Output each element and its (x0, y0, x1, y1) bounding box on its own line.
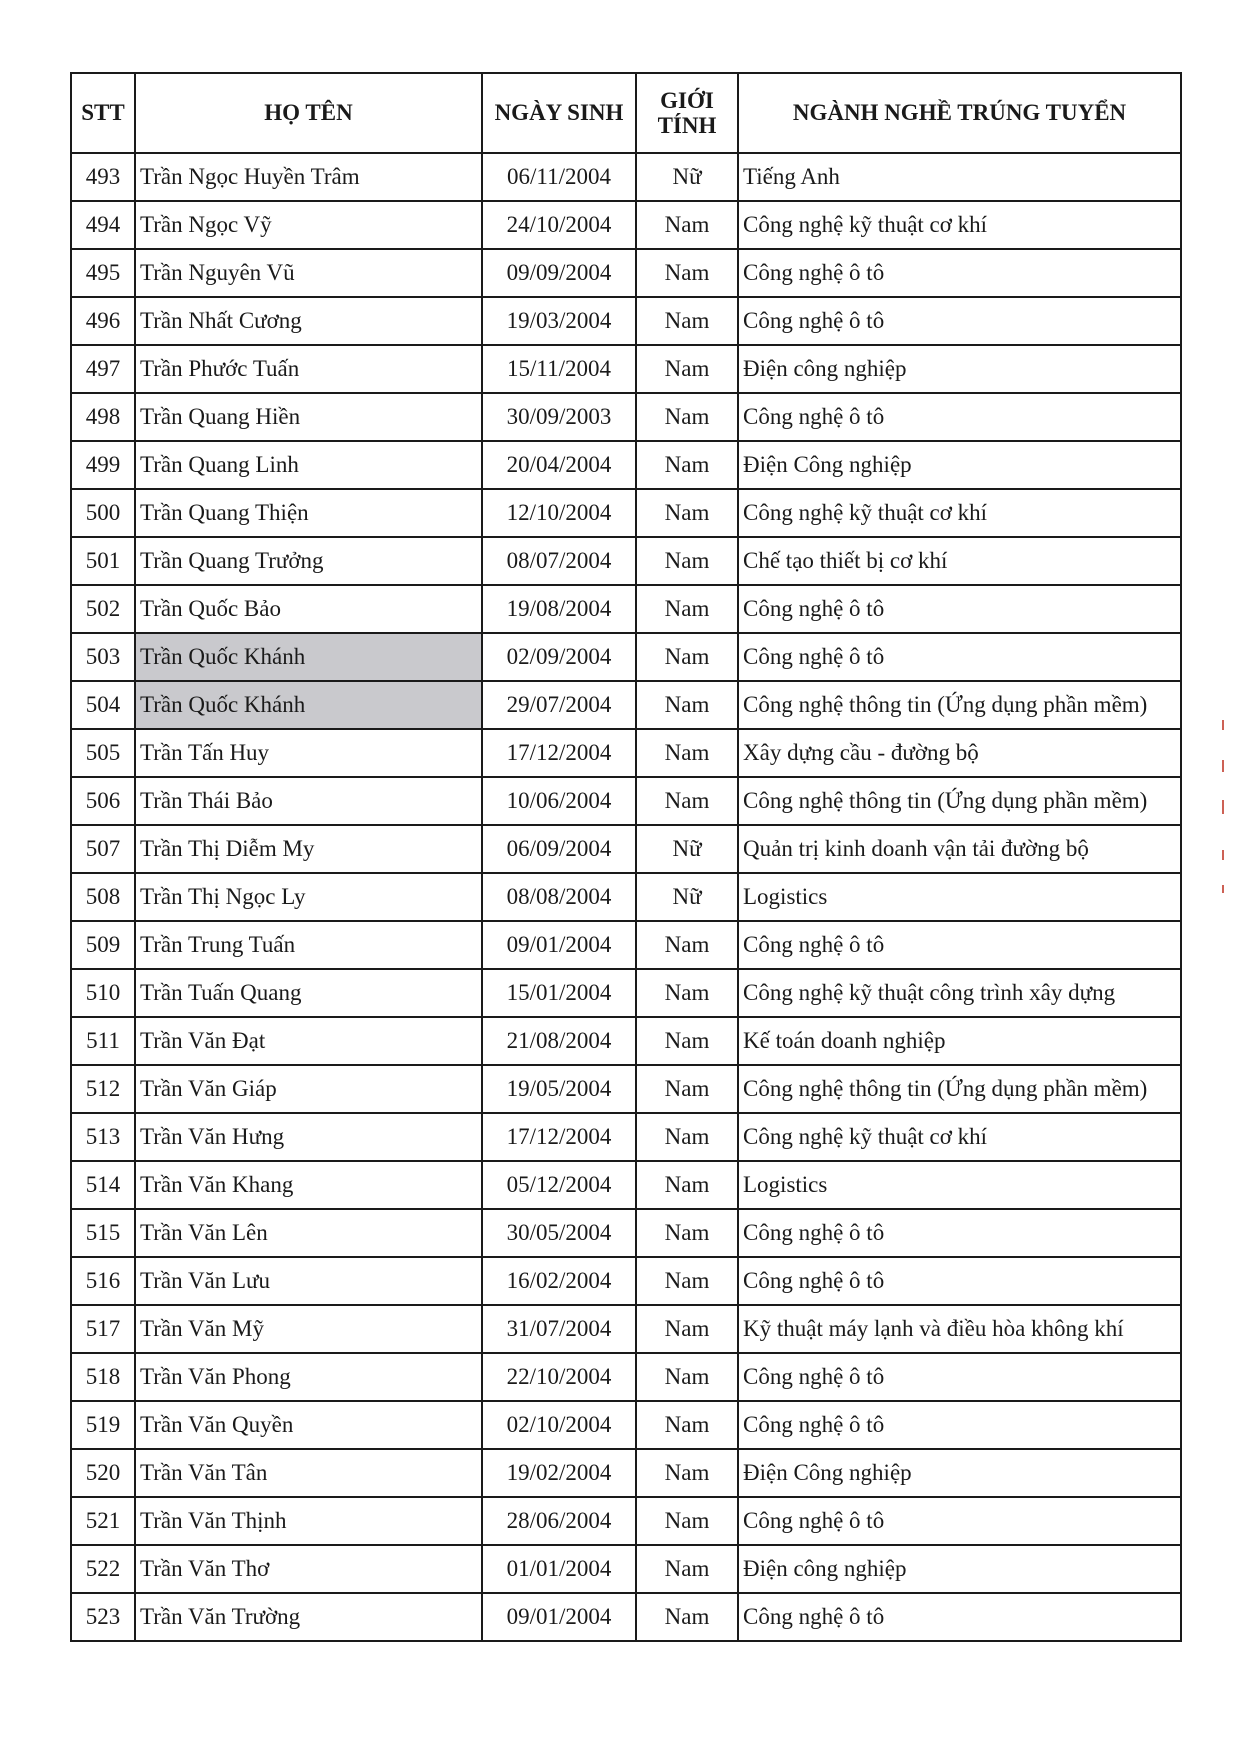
row-major: Điện Công nghiệp (738, 1449, 1181, 1497)
row-dob: 02/09/2004 (482, 633, 636, 681)
table-row (71, 345, 1181, 393)
row-stt: 512 (71, 1065, 135, 1113)
row-major: Công nghệ thông tin (Ứng dụng phần mềm) (738, 777, 1181, 825)
row-sex: Nữ (636, 825, 738, 873)
table-row (71, 441, 1181, 489)
row-dob: 24/10/2004 (482, 201, 636, 249)
row-stt: 518 (71, 1353, 135, 1401)
row-sex: Nam (636, 1305, 738, 1353)
table-row (71, 1401, 1181, 1449)
row-sex: Nam (636, 1401, 738, 1449)
row-major: Công nghệ kỹ thuật công trình xây dựng (738, 969, 1181, 1017)
table-row (71, 297, 1181, 345)
row-dob: 17/12/2004 (482, 1113, 636, 1161)
row-dob: 01/01/2004 (482, 1545, 636, 1593)
row-sex: Nam (636, 1545, 738, 1593)
row-stt: 504 (71, 681, 135, 729)
row-sex: Nam (636, 633, 738, 681)
row-stt: 519 (71, 1401, 135, 1449)
row-sex: Nam (636, 537, 738, 585)
header-sex-line1: GIỚI (660, 87, 714, 113)
row-stt: 514 (71, 1161, 135, 1209)
row-dob: 16/02/2004 (482, 1257, 636, 1305)
row-major: Công nghệ ô tô (738, 1257, 1181, 1305)
row-name: Trần Văn Hưng (135, 1113, 482, 1161)
header-major: NGÀNH NGHỀ TRÚNG TUYỂN (738, 73, 1181, 153)
row-major: Công nghệ ô tô (738, 921, 1181, 969)
table-row (71, 729, 1181, 777)
row-name: Trần Văn Phong (135, 1353, 482, 1401)
table-row (71, 825, 1181, 873)
row-stt: 499 (71, 441, 135, 489)
row-dob: 06/09/2004 (482, 825, 636, 873)
scan-edge-mark (1222, 885, 1224, 893)
row-dob: 20/04/2004 (482, 441, 636, 489)
table-row (71, 1065, 1181, 1113)
row-sex: Nam (636, 345, 738, 393)
row-major: Công nghệ ô tô (738, 1497, 1181, 1545)
row-name: Trần Văn Thịnh (135, 1497, 482, 1545)
row-sex: Nam (636, 441, 738, 489)
table-row (71, 921, 1181, 969)
row-name: Trần Văn Quyền (135, 1401, 482, 1449)
row-sex: Nam (636, 1353, 738, 1401)
scan-edge-mark (1222, 800, 1224, 814)
row-name: Trần Quang Hiền (135, 393, 482, 441)
row-sex: Nam (636, 393, 738, 441)
row-dob: 15/11/2004 (482, 345, 636, 393)
header-row (71, 73, 1181, 153)
row-name: Trần Quang Linh (135, 441, 482, 489)
row-sex: Nam (636, 729, 738, 777)
table-row (71, 393, 1181, 441)
row-major: Logistics (738, 1161, 1181, 1209)
row-major: Công nghệ ô tô (738, 1353, 1181, 1401)
table-row (71, 537, 1181, 585)
table-row (71, 201, 1181, 249)
row-name: Trần Văn Giáp (135, 1065, 482, 1113)
row-sex: Nam (636, 1113, 738, 1161)
row-name: Trần Quốc Khánh (135, 681, 482, 729)
row-name: Trần Ngọc Vỹ (135, 201, 482, 249)
row-stt: 501 (71, 537, 135, 585)
row-stt: 509 (71, 921, 135, 969)
row-major: Công nghệ ô tô (738, 393, 1181, 441)
table-row (71, 249, 1181, 297)
table-header (71, 73, 1181, 153)
row-dob: 10/06/2004 (482, 777, 636, 825)
table-row (71, 1545, 1181, 1593)
row-stt: 508 (71, 873, 135, 921)
table-row (71, 1257, 1181, 1305)
row-name: Trần Văn Đạt (135, 1017, 482, 1065)
row-sex: Nam (636, 921, 738, 969)
row-stt: 510 (71, 969, 135, 1017)
table-row (71, 1449, 1181, 1497)
row-name: Trần Nhất Cương (135, 297, 482, 345)
table-row (71, 633, 1181, 681)
row-sex: Nam (636, 777, 738, 825)
row-name: Trần Thái Bảo (135, 777, 482, 825)
table-row (71, 1593, 1181, 1641)
scan-edge-mark (1222, 850, 1224, 860)
header-dob: NGÀY SINH (482, 73, 636, 153)
row-major: Công nghệ thông tin (Ứng dụng phần mềm) (738, 681, 1181, 729)
table-row (71, 681, 1181, 729)
row-dob: 08/07/2004 (482, 537, 636, 585)
row-name: Trần Quốc Bảo (135, 585, 482, 633)
row-stt: 507 (71, 825, 135, 873)
row-stt: 523 (71, 1593, 135, 1641)
row-major: Điện công nghiệp (738, 1545, 1181, 1593)
row-major: Công nghệ kỹ thuật cơ khí (738, 489, 1181, 537)
row-stt: 520 (71, 1449, 135, 1497)
row-stt: 506 (71, 777, 135, 825)
row-stt: 521 (71, 1497, 135, 1545)
row-name: Trần Văn Lưu (135, 1257, 482, 1305)
table-row (71, 1209, 1181, 1257)
row-stt: 522 (71, 1545, 135, 1593)
table-row (71, 153, 1181, 201)
row-name: Trần Tuấn Quang (135, 969, 482, 1017)
row-dob: 09/01/2004 (482, 921, 636, 969)
table-row (71, 969, 1181, 1017)
row-stt: 493 (71, 153, 135, 201)
row-dob: 29/07/2004 (482, 681, 636, 729)
row-major: Kế toán doanh nghiệp (738, 1017, 1181, 1065)
row-stt: 498 (71, 393, 135, 441)
row-major: Công nghệ kỹ thuật cơ khí (738, 1113, 1181, 1161)
row-stt: 500 (71, 489, 135, 537)
table-row (71, 1353, 1181, 1401)
row-name: Trần Nguyên Vũ (135, 249, 482, 297)
row-major: Điện Công nghiệp (738, 441, 1181, 489)
row-dob: 19/02/2004 (482, 1449, 636, 1497)
row-major: Điện công nghiệp (738, 345, 1181, 393)
row-sex: Nữ (636, 153, 738, 201)
row-major: Công nghệ kỹ thuật cơ khí (738, 201, 1181, 249)
row-dob: 08/08/2004 (482, 873, 636, 921)
row-sex: Nam (636, 1017, 738, 1065)
row-major: Chế tạo thiết bị cơ khí (738, 537, 1181, 585)
row-name: Trần Văn Trường (135, 1593, 482, 1641)
row-dob: 09/09/2004 (482, 249, 636, 297)
row-dob: 19/05/2004 (482, 1065, 636, 1113)
row-dob: 02/10/2004 (482, 1401, 636, 1449)
row-major: Công nghệ ô tô (738, 249, 1181, 297)
row-sex: Nam (636, 585, 738, 633)
row-name: Trần Tấn Huy (135, 729, 482, 777)
row-name: Trần Thị Ngọc Ly (135, 873, 482, 921)
row-name: Trần Văn Tân (135, 1449, 482, 1497)
row-dob: 09/01/2004 (482, 1593, 636, 1641)
row-dob: 17/12/2004 (482, 729, 636, 777)
row-stt: 496 (71, 297, 135, 345)
row-sex: Nam (636, 1497, 738, 1545)
row-dob: 21/08/2004 (482, 1017, 636, 1065)
table-row (71, 1113, 1181, 1161)
row-stt: 517 (71, 1305, 135, 1353)
table-row (71, 489, 1181, 537)
row-major: Tiếng Anh (738, 153, 1181, 201)
table-row (71, 1017, 1181, 1065)
row-stt: 494 (71, 201, 135, 249)
row-sex: Nam (636, 1161, 738, 1209)
row-dob: 19/03/2004 (482, 297, 636, 345)
row-major: Công nghệ ô tô (738, 1401, 1181, 1449)
row-dob: 05/12/2004 (482, 1161, 636, 1209)
row-dob: 30/09/2003 (482, 393, 636, 441)
row-sex: Nam (636, 1257, 738, 1305)
table-row (71, 1305, 1181, 1353)
row-name: Trần Văn Khang (135, 1161, 482, 1209)
row-major: Công nghệ ô tô (738, 585, 1181, 633)
row-major: Xây dựng cầu - đường bộ (738, 729, 1181, 777)
row-dob: 31/07/2004 (482, 1305, 636, 1353)
table-row (71, 873, 1181, 921)
row-major: Công nghệ thông tin (Ứng dụng phần mềm) (738, 1065, 1181, 1113)
scan-edge-mark (1222, 760, 1224, 772)
row-sex: Nam (636, 1065, 738, 1113)
admission-table (70, 72, 1182, 1642)
table-row (71, 585, 1181, 633)
table-row (71, 777, 1181, 825)
row-name: Trần Văn Lên (135, 1209, 482, 1257)
row-stt: 511 (71, 1017, 135, 1065)
row-stt: 495 (71, 249, 135, 297)
row-stt: 497 (71, 345, 135, 393)
row-name: Trần Trung Tuấn (135, 921, 482, 969)
row-dob: 22/10/2004 (482, 1353, 636, 1401)
row-major: Công nghệ ô tô (738, 1209, 1181, 1257)
row-name: Trần Ngọc Huyền Trâm (135, 153, 482, 201)
header-sex-line2: TÍNH (657, 113, 717, 138)
row-sex: Nam (636, 969, 738, 1017)
row-stt: 513 (71, 1113, 135, 1161)
row-sex: Nam (636, 1449, 738, 1497)
row-sex: Nam (636, 297, 738, 345)
table-row (71, 1497, 1181, 1545)
row-stt: 502 (71, 585, 135, 633)
admission-list-page (70, 72, 1180, 1642)
row-sex: Nam (636, 681, 738, 729)
row-name: Trần Quốc Khánh (135, 633, 482, 681)
row-major: Quản trị kinh doanh vận tải đường bộ (738, 825, 1181, 873)
row-dob: 06/11/2004 (482, 153, 636, 201)
row-dob: 12/10/2004 (482, 489, 636, 537)
row-stt: 503 (71, 633, 135, 681)
row-major: Công nghệ ô tô (738, 1593, 1181, 1641)
table-body (71, 153, 1181, 1641)
row-dob: 28/06/2004 (482, 1497, 636, 1545)
row-stt: 505 (71, 729, 135, 777)
row-sex: Nam (636, 489, 738, 537)
row-stt: 515 (71, 1209, 135, 1257)
row-name: Trần Thị Diễm My (135, 825, 482, 873)
table-row (71, 1161, 1181, 1209)
row-dob: 19/08/2004 (482, 585, 636, 633)
scan-edge-mark (1222, 720, 1224, 730)
row-sex: Nam (636, 201, 738, 249)
row-major: Logistics (738, 873, 1181, 921)
row-name: Trần Quang Trưởng (135, 537, 482, 585)
row-dob: 30/05/2004 (482, 1209, 636, 1257)
row-major: Kỹ thuật máy lạnh và điều hòa không khí (738, 1305, 1181, 1353)
row-dob: 15/01/2004 (482, 969, 636, 1017)
row-sex: Nam (636, 249, 738, 297)
header-sex (636, 73, 738, 153)
row-name: Trần Phước Tuấn (135, 345, 482, 393)
row-sex: Nam (636, 1209, 738, 1257)
row-name: Trần Văn Thơ (135, 1545, 482, 1593)
row-name: Trần Quang Thiện (135, 489, 482, 537)
row-name: Trần Văn Mỹ (135, 1305, 482, 1353)
row-sex: Nữ (636, 873, 738, 921)
row-major: Công nghệ ô tô (738, 633, 1181, 681)
row-sex: Nam (636, 1593, 738, 1641)
row-major: Công nghệ ô tô (738, 297, 1181, 345)
row-stt: 516 (71, 1257, 135, 1305)
header-name: HỌ TÊN (135, 73, 482, 153)
header-stt: STT (71, 73, 135, 153)
